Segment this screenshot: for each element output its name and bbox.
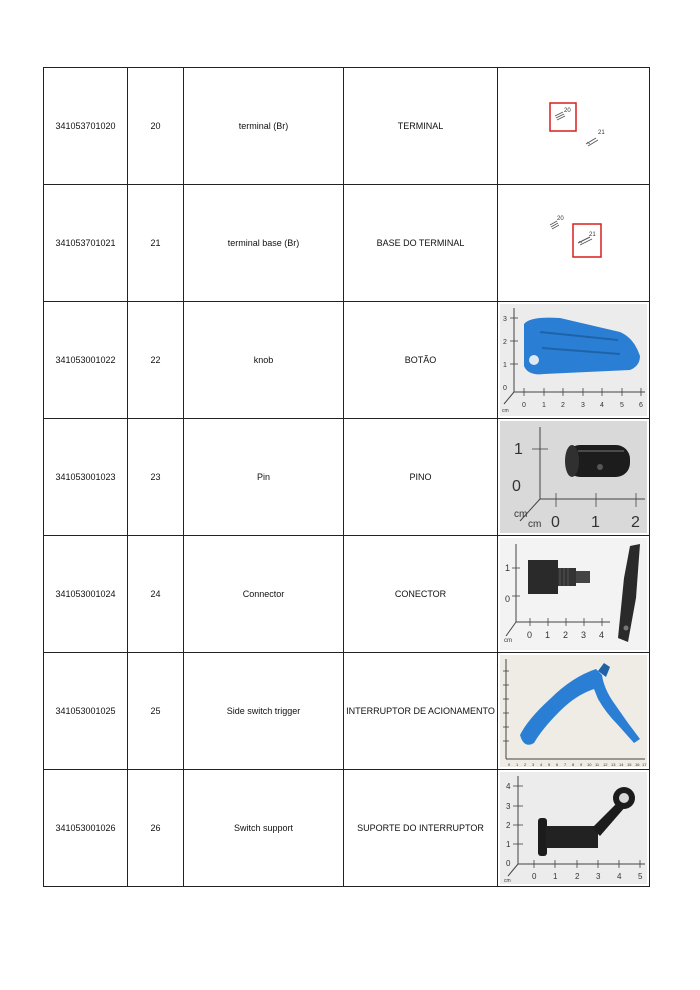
ruler-label: 1	[553, 872, 558, 881]
connector-photo	[500, 538, 647, 650]
part-name-en: Side switch trigger	[184, 653, 344, 770]
ruler-label: 4	[540, 762, 543, 767]
ruler-label: 11	[595, 762, 600, 767]
ruler-label: 3	[581, 630, 587, 640]
ruler-label: 7	[564, 762, 567, 767]
ruler-label: 2	[524, 762, 527, 767]
unit-label: cm	[504, 638, 512, 644]
ruler-label: 5	[548, 762, 551, 767]
part-name-en: Connector	[184, 536, 344, 653]
item-number: 20	[128, 68, 184, 185]
ruler-label: 0	[503, 385, 507, 392]
ruler-label: 3	[506, 802, 511, 811]
part-code: 341053701020	[44, 68, 128, 185]
ruler-label: 8	[572, 762, 575, 767]
ruler-label: 2	[506, 821, 511, 830]
ruler-label: 2	[631, 514, 640, 531]
ruler-label: 1	[506, 840, 511, 849]
part-code: 341053001022	[44, 302, 128, 419]
item-number: 21	[128, 185, 184, 302]
ruler-label: 1	[516, 762, 519, 767]
ruler-label: 2	[575, 872, 580, 881]
table-row	[44, 302, 650, 419]
ruler-label: 6	[639, 402, 643, 409]
ruler-label: 9	[580, 762, 583, 767]
ruler-label: 16	[635, 762, 640, 767]
item-number: 25	[128, 653, 184, 770]
ruler-label: 4	[506, 782, 511, 791]
ruler-label: 3	[596, 872, 601, 881]
part-image-cell	[498, 419, 650, 536]
callout-label: 21	[598, 130, 605, 136]
ruler-label: 4	[599, 630, 605, 640]
ruler-label: 3	[503, 316, 507, 323]
ruler-label: 12	[603, 762, 608, 767]
table-row	[44, 185, 650, 302]
part-name-pt: CONECTOR	[344, 536, 498, 653]
part-code: 341053701021	[44, 185, 128, 302]
pin-part	[565, 445, 630, 477]
parts-table	[43, 67, 650, 887]
part-name-en: Pin	[184, 419, 344, 536]
unit-label: cm	[528, 519, 542, 530]
knob-photo	[500, 304, 647, 416]
ruler-label: 15	[627, 762, 632, 767]
callout-label: 21	[589, 232, 596, 238]
part-image-cell	[498, 68, 650, 185]
ruler-label: 1	[542, 402, 546, 409]
part-name-pt: BOTÃO	[344, 302, 498, 419]
item-number: 23	[128, 419, 184, 536]
ruler-label: 0	[506, 859, 511, 868]
ruler-label: 2	[561, 402, 565, 409]
ruler-label: 0	[508, 762, 511, 767]
exploded-view-image	[500, 187, 647, 299]
part-image-cell	[498, 185, 650, 302]
part-name-pt: INTERRUPTOR DE ACIONAMENTO	[344, 653, 498, 770]
ruler-label: 10	[587, 762, 592, 767]
callout-label: 20	[557, 216, 564, 222]
exploded-view-image	[500, 70, 647, 182]
part-name-en: Switch support	[184, 770, 344, 887]
trigger-photo	[500, 655, 647, 767]
part-name-en: knob	[184, 302, 344, 419]
ruler-label: 5	[620, 402, 624, 409]
part-image-cell	[498, 653, 650, 770]
ruler-label: 0	[522, 402, 526, 409]
part-code: 341053001025	[44, 653, 128, 770]
ruler-label: 14	[619, 762, 624, 767]
item-number: 24	[128, 536, 184, 653]
unit-label: cm	[502, 408, 509, 414]
unit-label: cm	[514, 509, 528, 520]
ruler-label: 1	[514, 441, 523, 458]
unit-label: cm	[504, 878, 511, 884]
table-row	[44, 653, 650, 770]
part-image-cell	[498, 536, 650, 653]
callout-label: 20	[564, 108, 571, 114]
ruler-label: 0	[512, 478, 521, 495]
ruler-label: 3	[581, 402, 585, 409]
part-code: 341053001024	[44, 536, 128, 653]
part-name-en: terminal (Br)	[184, 68, 344, 185]
ruler-label: 0	[551, 514, 560, 531]
ruler-label: 1	[545, 630, 551, 640]
ruler-label: 2	[563, 630, 569, 640]
part-name-pt: BASE DO TERMINAL	[344, 185, 498, 302]
part-name-en: terminal base (Br)	[184, 185, 344, 302]
ruler-label: 1	[505, 563, 511, 573]
part-name-pt: TERMINAL	[344, 68, 498, 185]
part-code: 341053001026	[44, 770, 128, 887]
ruler-label: 0	[527, 630, 533, 640]
table-row	[44, 536, 650, 653]
ruler-label: 1	[591, 514, 600, 531]
ruler-label: 6	[556, 762, 559, 767]
pin-photo	[500, 421, 647, 533]
ruler-label: 5	[638, 872, 643, 881]
table-row	[44, 770, 650, 887]
ruler-label: 4	[617, 872, 622, 881]
item-number: 26	[128, 770, 184, 887]
part-name-pt: PINO	[344, 419, 498, 536]
part-image-cell	[498, 770, 650, 887]
table-row	[44, 419, 650, 536]
ruler-label: 2	[503, 339, 507, 346]
ruler-label: 4	[600, 402, 604, 409]
ruler-label: 17	[642, 762, 647, 767]
ruler-label: 3	[532, 762, 535, 767]
part-image-cell	[498, 302, 650, 419]
part-code: 341053001023	[44, 419, 128, 536]
ruler-label: 0	[505, 594, 511, 604]
ruler-label: 0	[532, 872, 537, 881]
part-name-pt: SUPORTE DO INTERRUPTOR	[344, 770, 498, 887]
item-number: 22	[128, 302, 184, 419]
switch-support-photo	[500, 772, 647, 884]
ruler-label: 13	[611, 762, 616, 767]
ruler-label: 1	[503, 362, 507, 369]
table-row	[44, 68, 650, 185]
